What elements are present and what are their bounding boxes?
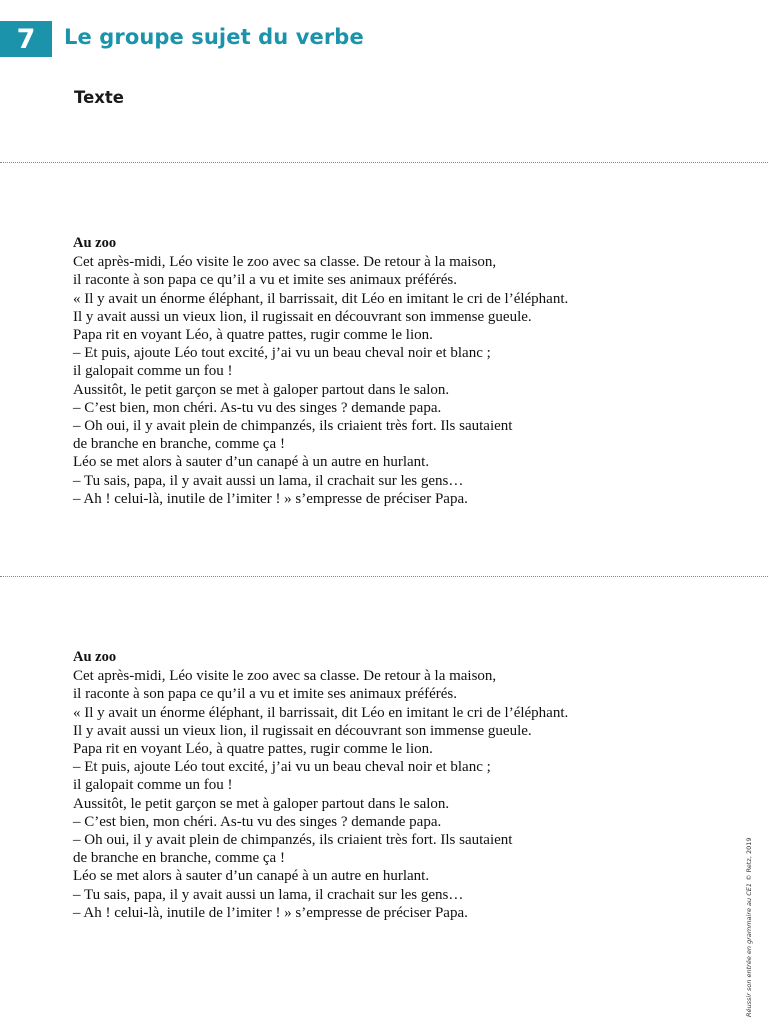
- book-title: Réussir son entrée en grammaire au CE1: [745, 882, 753, 1017]
- copyright-notice: © Retz, 2019: [745, 837, 753, 881]
- story-line: « Il y avait un énorme éléphant, il barrissait, dit Léo en imitant le cri de l’éléphant.: [73, 290, 569, 307]
- story-line: Cet après-midi, Léo visite le zoo avec sa classe. De retour à la maison,: [73, 668, 497, 685]
- story-line: Papa rit en voyant Léo, à quatre pattes, rugir comme le lion.: [73, 327, 433, 344]
- story-line: Il y avait aussi un vieux lion, il rugissait en découvrant son immense gueule.: [73, 722, 532, 739]
- story-line: de branche en branche, comme ça !: [73, 850, 285, 867]
- story-line: Cet après-midi, Léo visite le zoo avec sa classe. De retour à la maison,: [73, 254, 497, 271]
- story-line: – Et puis, ajoute Léo tout excité, j’ai vu un beau cheval noir et blanc ;: [73, 345, 491, 362]
- text-block-1: [73, 234, 713, 508]
- story-line: Léo se met alors à sauter d’un canapé à un autre en hurlant.: [73, 454, 430, 471]
- story-line: « Il y avait un énorme éléphant, il barrissait, dit Léo en imitant le cri de l’éléphant.: [73, 704, 569, 721]
- cut-line-middle: [0, 576, 768, 577]
- story-line: il raconte à son papa ce qu’il a vu et imite ses animaux préférés.: [73, 272, 458, 289]
- chapter-number-tab: 7: [0, 21, 52, 57]
- story-lines: [73, 253, 713, 508]
- page-title: Le groupe sujet du verbe: [64, 25, 364, 49]
- story-line: – Ah ! celui-là, inutile de l’imiter ! » s’empresse de préciser Papa.: [73, 490, 468, 507]
- story-line: – Oh oui, il y avait plein de chimpanzés, ils criaient très fort. Ils sautaient: [73, 418, 513, 435]
- story-line: Aussitôt, le petit garçon se met à galoper partout dans le salon.: [73, 381, 450, 398]
- story-line: de branche en branche, comme ça !: [73, 436, 285, 453]
- story-line: Aussitôt, le petit garçon se met à galoper partout dans le salon.: [73, 795, 450, 812]
- story-line: – Ah ! celui-là, inutile de l’imiter ! » s’empresse de préciser Papa.: [73, 904, 468, 921]
- story-line: – Tu sais, papa, il y avait aussi un lama, il crachait sur les gens…: [73, 472, 464, 489]
- story-line: Papa rit en voyant Léo, à quatre pattes, rugir comme le lion.: [73, 741, 433, 758]
- story-line: il galopait comme un fou !: [73, 363, 233, 380]
- story-lines: [73, 667, 713, 922]
- text-block-2: [73, 648, 713, 922]
- story-title: Au zoo: [73, 649, 117, 665]
- story-title: Au zoo: [73, 235, 117, 251]
- story-line: Il y avait aussi un vieux lion, il rugissait en découvrant son immense gueule.: [73, 308, 532, 325]
- story-line: – C’est bien, mon chéri. As-tu vu des singes ? demande papa.: [73, 399, 442, 416]
- story-line: il raconte à son papa ce qu’il a vu et imite ses animaux préférés.: [73, 686, 458, 703]
- story-line: – Oh oui, il y avait plein de chimpanzés, ils criaient très fort. Ils sautaient: [73, 832, 513, 849]
- story-line: il galopait comme un fou !: [73, 777, 233, 794]
- copyright-credit: [745, 837, 753, 1017]
- story-line: – C’est bien, mon chéri. As-tu vu des singes ? demande papa.: [73, 813, 442, 830]
- story-line: Léo se met alors à sauter d’un canapé à un autre en hurlant.: [73, 868, 430, 885]
- story-line: – Et puis, ajoute Léo tout excité, j’ai vu un beau cheval noir et blanc ;: [73, 759, 491, 776]
- cut-line-top: [0, 162, 768, 163]
- story-line: – Tu sais, papa, il y avait aussi un lama, il crachait sur les gens…: [73, 886, 464, 903]
- section-heading: Texte: [74, 88, 124, 107]
